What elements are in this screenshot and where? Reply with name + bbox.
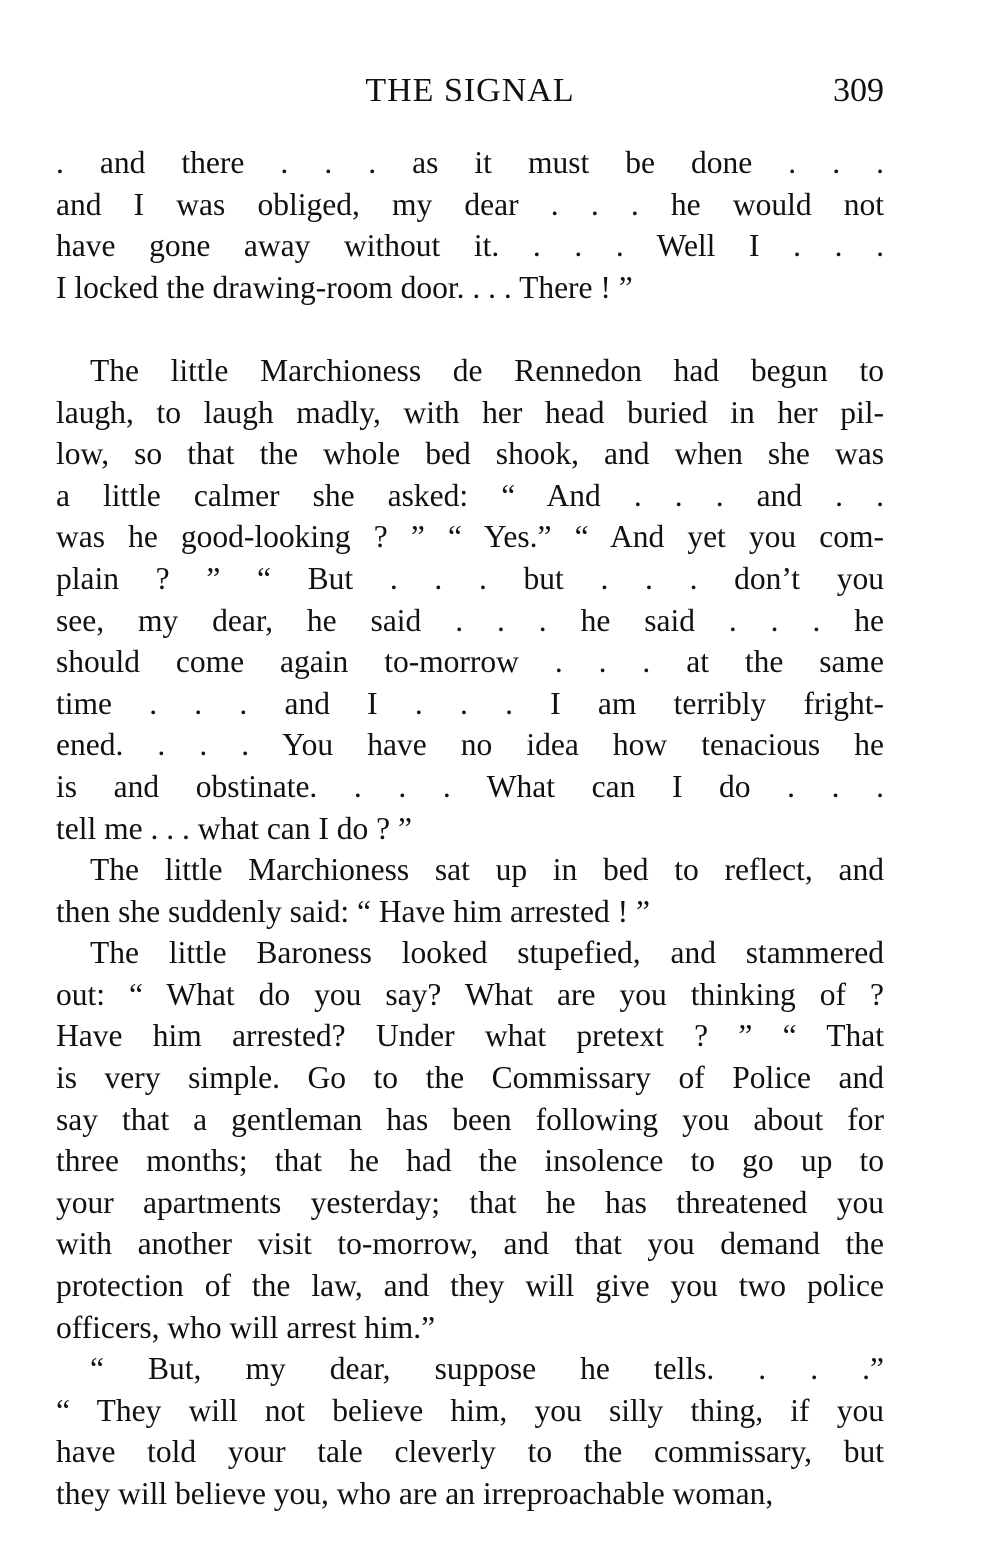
text-line: and I was obliged, my dear . . . he would not [56, 186, 884, 222]
text-line: is very simple. Go to the Commissary of Police and [56, 1060, 884, 1096]
text-line: three months; that he had the insolence to go up to [56, 1143, 884, 1179]
paragraph [56, 849, 884, 932]
text-line: protection of the law, and they will give you two police [56, 1268, 884, 1304]
text-line: “ But, my dear, suppose he tells. . . .” [90, 1351, 884, 1387]
paragraph [56, 142, 884, 308]
text-line: should come again to-morrow . . . at the same [56, 644, 884, 680]
text-line: they will believe you, who are an irreproachable woman, [56, 1476, 774, 1511]
text-line: Have him arrested? Under what pretext ? ” “ That [56, 1018, 884, 1054]
text-line: have gone away without it. . . . Well I . . . [56, 228, 884, 264]
text-line: a little calmer she asked: “ And . . . and . . [56, 477, 884, 513]
text-line: see, my dear, he said . . . he said . . . he [56, 602, 884, 638]
text-line: your apartments yesterday; that he has threatened you [56, 1184, 884, 1220]
text-line: tell me . . . what can I do ? ” [56, 810, 412, 846]
text-line: laugh, to laugh madly, with her head buried in her pil- [56, 394, 884, 430]
text-line: The little Marchioness sat up in bed to reflect, and [90, 852, 884, 888]
text-line: with another visit to-morrow, and that you demand the [56, 1226, 884, 1262]
text-line: out: “ What do you say? What are you thinking of ? [56, 976, 884, 1012]
text-line: time . . . and I . . . I am terribly fright- [56, 685, 884, 721]
text-line: then she suddenly said: “ Have him arrested ! ” [56, 893, 650, 929]
text-line: low, so that the whole bed shook, and when she was [56, 436, 884, 472]
text-line: plain ? ” “ But . . . but . . . don’t you [56, 560, 884, 596]
text-line: officers, who will arrest him.” [56, 1309, 436, 1345]
chapter-title: THE SIGNAL [365, 72, 575, 109]
body-text [56, 142, 884, 1515]
text-line: is and obstinate. . . . What can I do . . . [56, 768, 884, 804]
text-line: say that a gentleman has been following you about for [56, 1101, 884, 1137]
text-line: I locked the drawing-room door. . . . There ! ” [56, 269, 633, 305]
text-line: “ They will not believe him, you silly thing, if you [56, 1392, 884, 1428]
text-line: was he good-looking ? ” “ Yes.” “ And yet you com- [56, 519, 884, 555]
paragraph [56, 932, 884, 1348]
text-line: have told your tale cleverly to the commissary, but [56, 1434, 884, 1470]
paragraph [56, 1348, 884, 1514]
paragraph-gap [56, 308, 884, 350]
book-page [56, 62, 884, 1515]
paragraph [56, 350, 884, 849]
text-line: The little Baroness looked stupefied, and stammered [90, 935, 884, 971]
text-line: ened. . . . You have no idea how tenacious he [56, 727, 884, 763]
running-header [56, 62, 884, 120]
text-line: The little Marchioness de Rennedon had begun to [90, 352, 884, 388]
page-number: 309 [833, 72, 884, 109]
text-line: . and there . . . as it must be done . . . [56, 145, 884, 180]
